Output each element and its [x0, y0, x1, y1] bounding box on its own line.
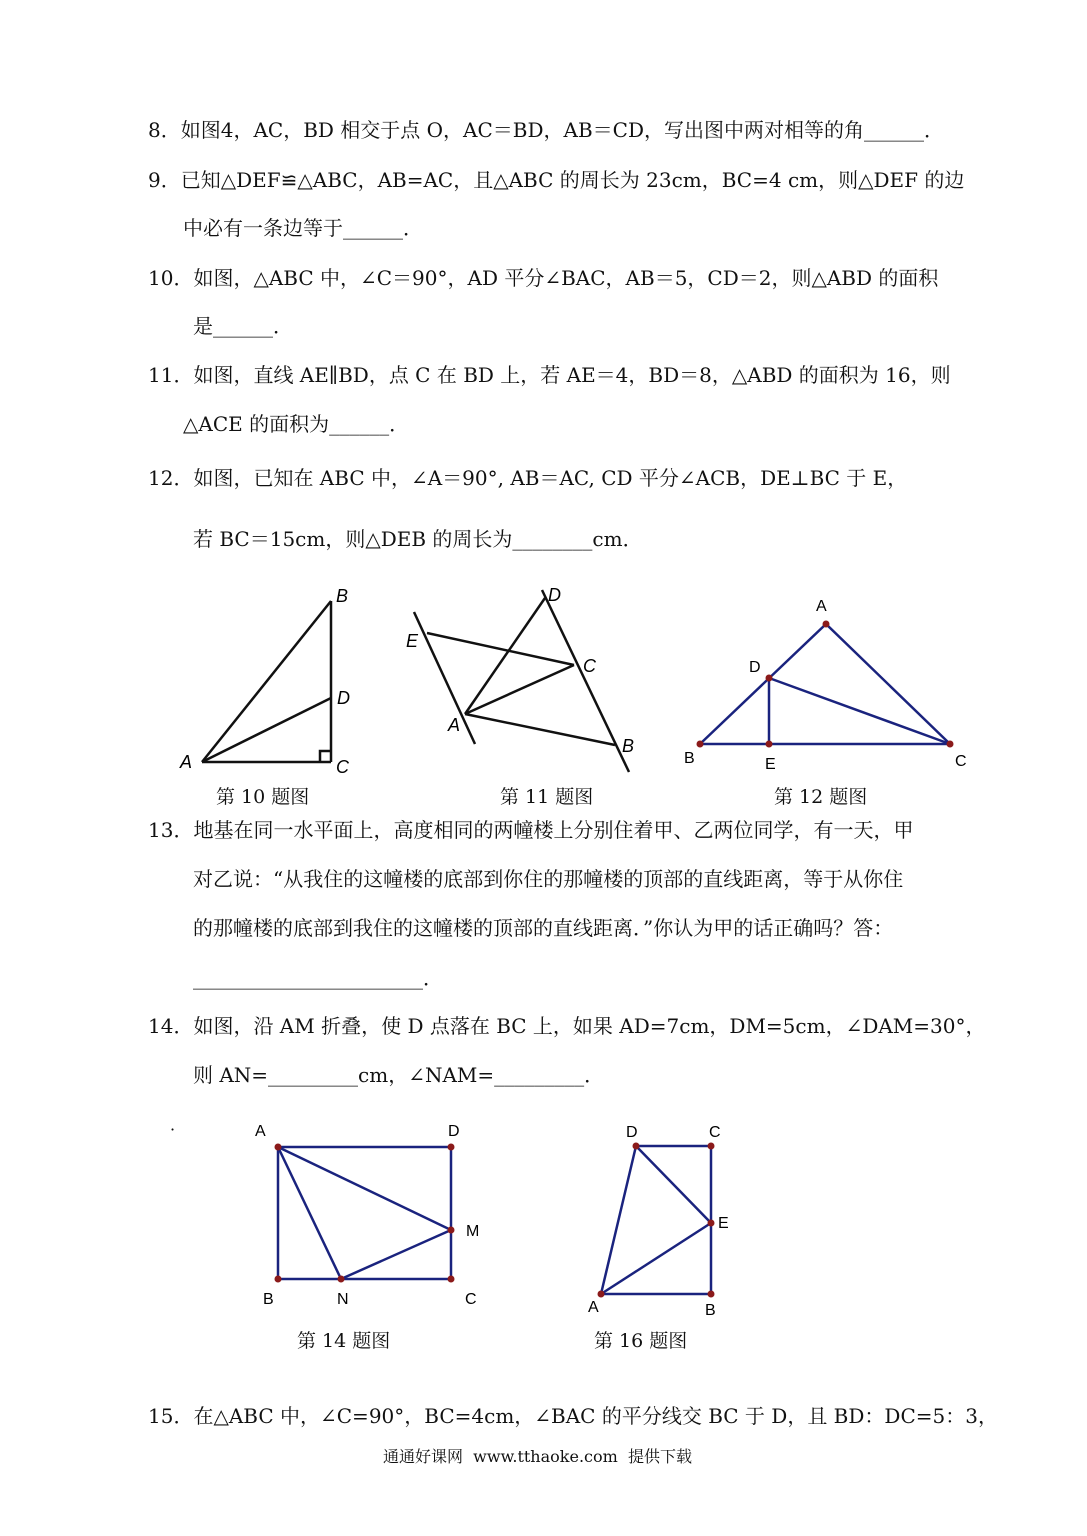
figure-12	[680, 592, 980, 782]
question-12-line-2: 若 BC＝15cm，则△DEB 的周长为________cm．	[193, 527, 643, 551]
fig12-point-B	[697, 741, 704, 748]
fig12-label-B: B	[684, 750, 695, 767]
fig14-label-M: M	[466, 1223, 480, 1240]
caption-fig11: 第 11 题图	[500, 786, 594, 808]
fig10-label-A: A	[180, 752, 193, 772]
fig16-point-B	[708, 1291, 715, 1298]
fig14-point-A	[275, 1144, 282, 1151]
fig14-point-B	[275, 1276, 282, 1283]
fig12-label-E: E	[765, 756, 776, 773]
fig10-label-D: D	[337, 688, 350, 708]
question-9-line-1: 9．已知△DEF≌△ABC，AB=AC，且△ABC 的周长为 23cm，BC=4 cm，则△DEF 的边	[148, 168, 965, 192]
figure-10	[170, 580, 370, 780]
caption-fig16: 第 16 题图	[594, 1330, 688, 1352]
stray-dot: ·	[170, 1120, 176, 1139]
fig12-label-A: A	[816, 598, 827, 615]
caption-fig12: 第 12 题图	[774, 786, 868, 808]
fig12-point-E	[766, 741, 773, 748]
fig14-label-N: N	[337, 1291, 349, 1308]
fig14-label-B: B	[263, 1291, 274, 1308]
question-11-line-1: 11．如图，直线 AE∥BD，点 C 在 BD 上，若 AE＝4，BD＝8，△ABD 的面积为 16，则	[148, 363, 951, 387]
fig14-label-C: C	[465, 1291, 477, 1308]
question-13-answer-line: _______________________．	[193, 966, 443, 990]
question-13-line-3: 的那幢楼的底部到我住的这幢楼的顶部的直线距离．”你认为甲的话正确吗？答：	[193, 916, 894, 940]
question-15: 15．在△ABC 中，∠C=90°，BC=4cm，∠BAC 的平分线交 BC 于 D，且 BD：DC=5：3，	[148, 1404, 998, 1428]
fig12-point-A	[823, 621, 830, 628]
question-14-line-1: 14．如图，沿 AM 折叠，使 D 点落在 BC 上，如果 AD=7cm，DM=5cm，∠DAM=30°，	[148, 1014, 986, 1038]
figure-11	[400, 580, 640, 780]
question-14-line-2: 则 AN=_________cm，∠NAM=_________．	[193, 1063, 605, 1087]
fig12-point-C	[947, 741, 954, 748]
fig16-label-A: A	[588, 1299, 599, 1316]
fig12-label-D: D	[749, 659, 761, 676]
question-10-line-2: 是______．	[193, 314, 293, 338]
fig16-point-D	[633, 1143, 640, 1150]
fig12-point-D	[766, 675, 773, 682]
fig11-label-E: E	[406, 631, 419, 651]
question-8: 8．如图4，AC，BD 相交于点 O，AC＝BD，AB＝CD，写出图中两对相等的角______．	[148, 118, 944, 142]
question-12-line-1: 12．如图，已知在 ABC 中，∠A＝90°, AB＝AC, CD 平分∠ACB，DE⊥BC 于 E，	[148, 466, 908, 490]
fig16-label-C: C	[709, 1124, 721, 1141]
fig10-label-C: C	[336, 757, 349, 777]
fig16-label-B: B	[705, 1302, 716, 1318]
figure-14	[245, 1118, 505, 1318]
fig16-point-E	[708, 1220, 715, 1227]
caption-fig14: 第 14 题图	[297, 1330, 391, 1352]
fig11-label-A: A	[448, 715, 461, 735]
fig16-point-C	[708, 1143, 715, 1150]
fig16-point-A	[598, 1291, 605, 1298]
fig14-point-N	[338, 1276, 345, 1283]
question-11-line-2: △ACE 的面积为______．	[183, 412, 410, 436]
fig14-point-M	[448, 1227, 455, 1234]
fig11-label-D: D	[548, 585, 561, 605]
fig14-label-A: A	[255, 1123, 266, 1140]
fig14-point-D	[448, 1144, 455, 1151]
figure-16	[580, 1118, 750, 1318]
fig11-label-B: B	[622, 736, 635, 756]
caption-fig10: 第 10 题图	[216, 786, 310, 808]
fig14-point-C	[448, 1276, 455, 1283]
fig10-label-B: B	[336, 586, 349, 606]
fig16-label-D: D	[626, 1124, 638, 1141]
question-10-line-1: 10．如图，△ABC 中，∠C＝90°，AD 平分∠BAC，AB＝5，CD＝2，则△ABD 的面积	[148, 266, 939, 290]
fig11-label-C: C	[583, 656, 596, 676]
fig16-label-E: E	[718, 1215, 729, 1232]
question-13-line-2: 对乙说：“从我住的这幢楼的底部到你住的那幢楼的顶部的直线距离，等于从你住	[193, 867, 904, 891]
fig14-label-D: D	[448, 1123, 460, 1140]
fig12-label-C: C	[955, 753, 967, 770]
footer-source: 通通好课网 www.tthaoke.com 提供下载	[383, 1447, 692, 1466]
question-13-line-1: 13．地基在同一水平面上，高度相同的两幢楼上分别住着甲、乙两位同学，有一天，甲	[148, 818, 914, 842]
question-9-line-2: 中必有一条边等于______．	[183, 216, 423, 240]
